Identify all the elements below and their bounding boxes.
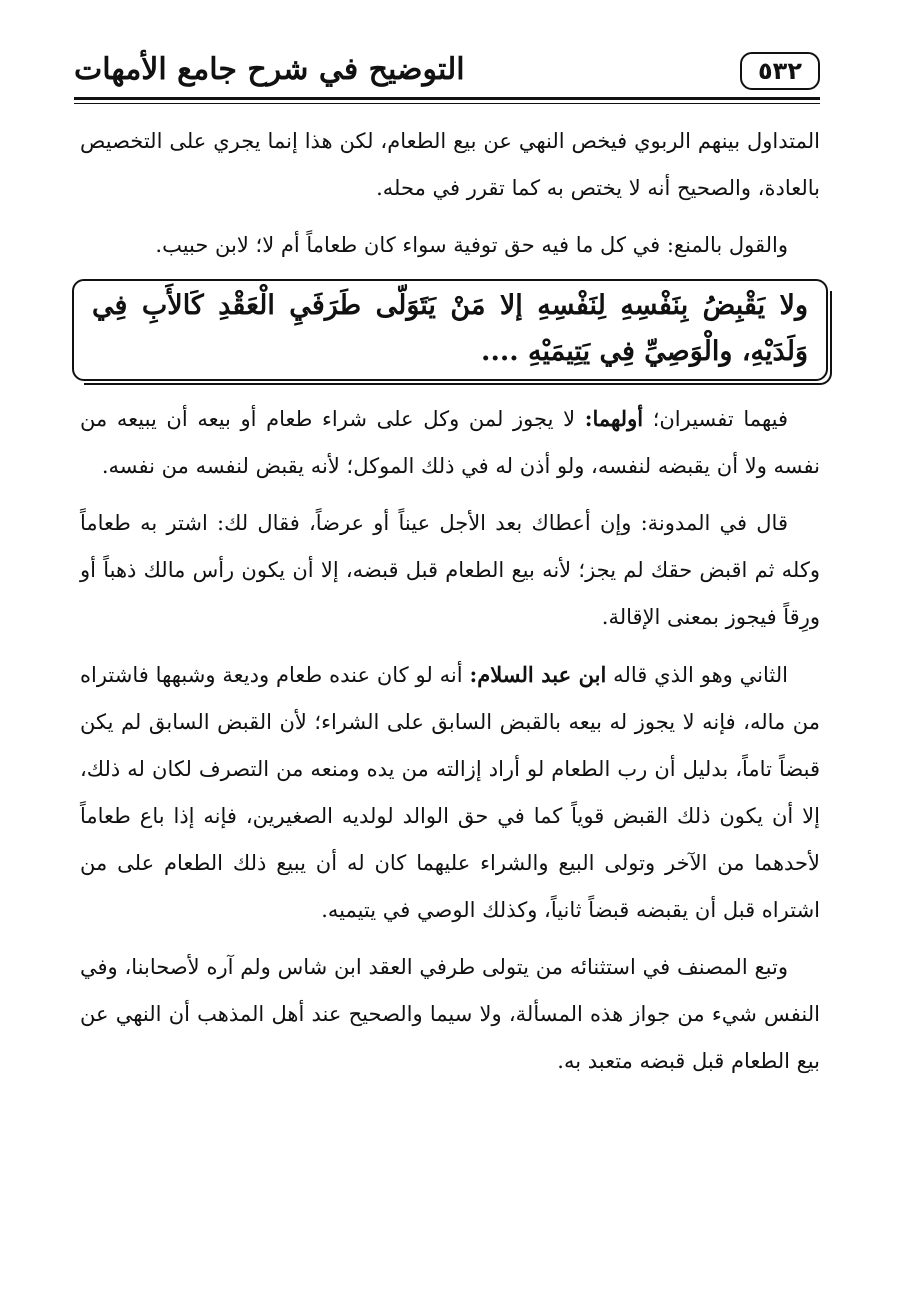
paragraph-5 (80, 651, 820, 934)
paragraph-2: والقول بالمنع: في كل ما فيه حق توفية سواء كان طعاماً أم لا؛ لابن حبيب. (155, 233, 788, 257)
paragraph-6: وتبع المصنف في استثنائه من يتولى طرفي العقد ابن شاس ولم آره لأصحابنا، وفي النفس شيء من جواز هذه المسألة، ولا سيما والصحيح عند أهل المذهب أن النهي عن بيع الطعام قبل قبضه متعبد به. (80, 955, 820, 1073)
page-number: ٥٣٢ (740, 52, 820, 90)
paragraph-3-lead: فيهما تفسيران؛ (643, 407, 788, 431)
paragraph-5-rest: أنه لو كان عنده طعام وديعة وشبهها فاشتراه من ماله، فإنه لا يجوز له بيعه بالقبض السابق على الشراء؛ لأن القبض السابق لم يكن قبضاً تاماً، بدليل أن رب الطعام لو أراد إزالته من يده ومنعه من التصرف لكان له ذلك، إلا أن يكون ذلك القبض قوياً كما في حق الوالد لولديه الصغيرين، فإنه إذا باع طعاماً لأحدهما من الآخر وتولى البيع والشراء عليهما كان له أن يبيع ذلك الطعام على من اشتراه قبل أن يقبضه قبضاً ثانياً، وكذلك الوصي في يتيميه. (80, 663, 820, 922)
paragraph-3-bold: أولهما: (584, 406, 644, 431)
matn-text-box (72, 279, 828, 381)
matn-text: ولا يَقْبِضُ بِنَفْسِهِ لِنَفْسِهِ إلا مَنْ يَتَوَلّى طَرَفَيِ الْعَقْدِ كَالأَبِ فِي وَلَدَيْهِ، والْوَصِيِّ فِي يَتِيمَيْهِ .... (92, 290, 808, 367)
paragraph-1: المتداول بينهم الربوي فيخص النهي عن بيع الطعام، لكن هذا إنما يجري على التخصيص بالعادة، والصحيح أنه لا يختص به كما تقرر في محله. (80, 129, 820, 200)
paragraph-5-bold: ابن عبد السلام: (469, 662, 607, 687)
paragraph-4: قال في المدونة: وإن أعطاك بعد الأجل عيناً أو عرضاً، فقال لك: اشتر به طعاماً وكله ثم اقبض حقك لم يجز؛ لأنه بيع الطعام قبل قبضه، إلا أن يكون رأس مالك ذهباً أو ورِقاً فيجوز بمعنى الإقالة. (80, 511, 820, 629)
book-title: التوضيح في شرح جامع الأمهات (74, 52, 465, 87)
paragraph-3-rest: لا يجوز لمن وكل على شراء طعام أو بيعه أن يبيعه من نفسه ولا أن يقبضه لنفسه، ولو أذن له في ذلك الموكل؛ لأنه يقبض لنفسه من نفسه. (80, 407, 820, 478)
page-body (80, 118, 820, 1095)
header-rule (74, 97, 820, 100)
header-rule-thin (74, 103, 820, 104)
page-header (74, 48, 820, 100)
paragraph-3 (80, 395, 820, 490)
paragraph-5-lead: الثاني وهو الذي قاله (606, 663, 788, 687)
